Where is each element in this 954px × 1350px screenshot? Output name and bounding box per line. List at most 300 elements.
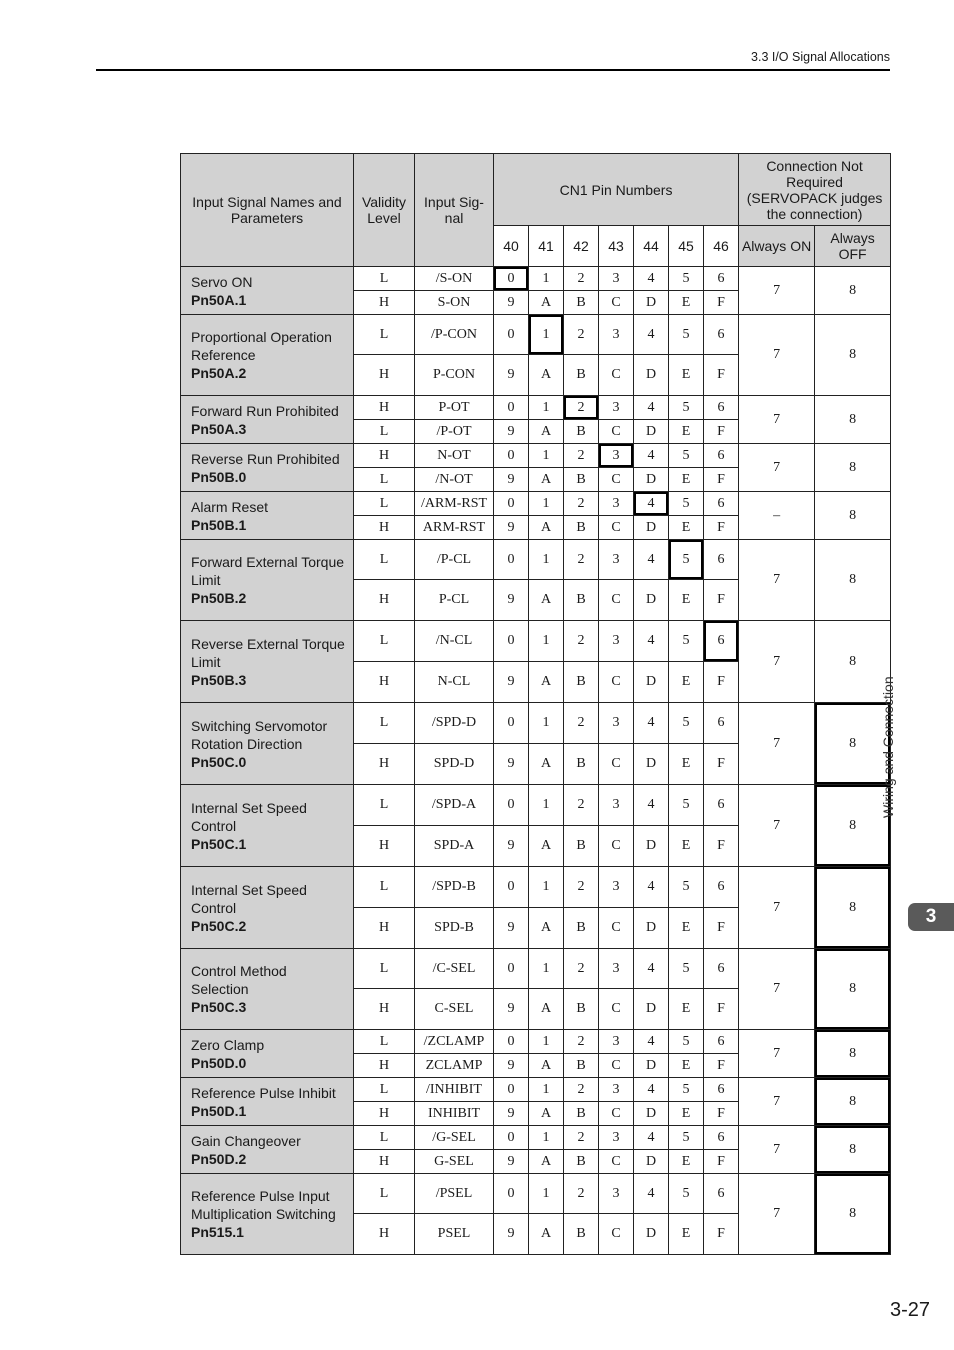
pin-value: E [669,744,704,785]
pin-value: D [634,516,669,540]
pin-value: 5 [669,1126,704,1150]
input-signal: ZCLAMP [415,1054,494,1078]
table-row [181,1078,891,1102]
table-row [181,315,891,355]
pin-value: 0 [494,540,529,580]
parameter-number: Pn50C.2 [191,917,247,934]
col-header-signal-names: Input Signal Names and Parameters [181,154,354,267]
validity-level: L [354,267,415,291]
pin-value: 6 [704,949,739,989]
pin-value: 9 [494,826,529,867]
input-signal: SPD-B [415,908,494,949]
parameter-number: Pn50C.1 [191,835,247,852]
pin-value: 3 [599,703,634,744]
pin-value: 4 [634,492,669,516]
validity-level: H [354,516,415,540]
pin-value: B [564,291,599,315]
always-off-value: 8 [815,267,891,315]
pin-value: 1 [529,949,564,989]
validity-level: L [354,1126,415,1150]
pin-value: E [669,1214,704,1255]
input-signal: C-SEL [415,989,494,1030]
pin-value: A [529,1102,564,1126]
section-header: 3.3 I/O Signal Allocations [751,50,890,64]
input-signal: /P-OT [415,420,494,444]
pin-value: C [599,1150,634,1174]
always-on-value: 7 [739,396,815,444]
signal-name-cell [181,492,354,540]
signal-name-cell [181,444,354,492]
pin-value: 5 [669,444,704,468]
pin-value: 5 [669,621,704,662]
io-signal-table [180,153,891,1255]
pin-value: 1 [529,540,564,580]
always-off-value: 8 [815,1126,891,1174]
always-on-value: – [739,492,815,540]
pin-value: 4 [634,1126,669,1150]
always-on-value: 7 [739,867,815,949]
always-on-value: 7 [739,1126,815,1174]
pin-value: 0 [494,1126,529,1150]
pin-value: 1 [529,267,564,291]
pin-value: 0 [494,949,529,989]
pin-value: F [704,420,739,444]
page-number: 3-27 [889,1299,930,1321]
input-signal: /PSEL [415,1174,494,1214]
input-signal: /C-SEL [415,949,494,989]
pin-value: D [634,1150,669,1174]
pin-value: 5 [669,315,704,355]
table-row [181,1030,891,1054]
pin-value: B [564,744,599,785]
pin-value: A [529,1150,564,1174]
validity-level: H [354,396,415,420]
pin-value: 4 [634,949,669,989]
pin-value: E [669,1102,704,1126]
pin-value: 1 [529,1030,564,1054]
pin-value: 2 [564,492,599,516]
input-signal: N-CL [415,662,494,703]
pin-value: C [599,580,634,621]
pin-value: 2 [564,396,599,420]
pin-value: B [564,468,599,492]
col-header-cn1: CN1 Pin Numbers [494,154,739,226]
pin-value: F [704,355,739,396]
pin-value: 9 [494,1054,529,1078]
pin-value: 4 [634,444,669,468]
pin-value: 4 [634,785,669,826]
pin-value: 2 [564,315,599,355]
pin-value: 6 [704,315,739,355]
input-signal: /SPD-B [415,867,494,908]
parameter-number: Pn50B.0 [191,468,247,485]
pin-value: 6 [704,703,739,744]
pin-value: 6 [704,492,739,516]
input-signal: /SPD-A [415,785,494,826]
pin-value: 5 [669,1030,704,1054]
pin-value: F [704,989,739,1030]
pin-value: 2 [564,540,599,580]
parameter-number: Pn50B.1 [191,516,247,533]
pin-value: E [669,1150,704,1174]
pin-value: 0 [494,1078,529,1102]
pin-value: D [634,908,669,949]
pin-value: 3 [599,949,634,989]
always-off-value: 8 [815,1174,891,1255]
pin-value: 5 [669,785,704,826]
pin-value: 1 [529,444,564,468]
pin-value: 3 [599,444,634,468]
pin-value: 2 [564,267,599,291]
pin-value: 3 [599,621,634,662]
always-off-value: 8 [815,949,891,1030]
always-off-value: 8 [815,621,891,703]
signal-name-cell [181,621,354,703]
col-header-validity: Validity Level [354,154,415,267]
pin-value: 2 [564,1126,599,1150]
pin-value: 9 [494,1102,529,1126]
parameter-number: Pn50B.2 [191,590,247,606]
pin-value: 0 [494,396,529,420]
table-row [181,492,891,516]
parameter-number: Pn50C.0 [191,753,247,770]
validity-level: L [354,1174,415,1214]
signal-name: Proportional Operation Reference [191,329,332,363]
validity-level: L [354,1030,415,1054]
pin-value: 1 [529,396,564,420]
pin-value: C [599,516,634,540]
col-header-input-signal: Input Sig-nal [415,154,494,267]
pin-value: C [599,1214,634,1255]
pin-value: B [564,1150,599,1174]
pin-value: C [599,468,634,492]
table-row [181,949,891,989]
signal-name-cell [181,949,354,1030]
pin-value: 4 [634,1078,669,1102]
always-off-value: 8 [815,703,891,785]
always-on-value: 7 [739,540,815,621]
pin-value: 3 [599,492,634,516]
pin-value: 1 [529,621,564,662]
pin-value: 0 [494,621,529,662]
pin-value: B [564,580,599,621]
pin-value: D [634,420,669,444]
always-on-value: 7 [739,1174,815,1255]
pin-value: 6 [704,540,739,580]
pin-value: A [529,468,564,492]
input-signal: P-CL [415,580,494,621]
pin-header: 43 [599,226,634,267]
validity-level: H [354,826,415,867]
pin-value: F [704,1150,739,1174]
pin-value: D [634,744,669,785]
pin-value: D [634,826,669,867]
pin-value: B [564,355,599,396]
pin-value: E [669,989,704,1030]
always-on-value: 7 [739,949,815,1030]
input-signal: /ZCLAMP [415,1030,494,1054]
pin-value: 9 [494,1150,529,1174]
validity-level: L [354,1078,415,1102]
signal-name: Gain Changeover [191,1132,301,1149]
pin-value: 3 [599,1126,634,1150]
signal-name: Control Method Selection [191,963,287,997]
table-row [181,785,891,826]
pin-value: 4 [634,315,669,355]
pin-value: A [529,420,564,444]
pin-value: 6 [704,785,739,826]
signal-name: Reverse Run Prohibited [191,450,340,467]
input-signal: N-OT [415,444,494,468]
signal-name-cell [181,1078,354,1126]
pin-value: E [669,468,704,492]
always-on-value: 7 [739,703,815,785]
pin-value: A [529,989,564,1030]
pin-value: 6 [704,1126,739,1150]
pin-value: 5 [669,1174,704,1214]
signal-name: Internal Set Speed Control [191,799,307,834]
col-header-conn-not-required: Connection Not Required (SERVOPACK judges the connection) [739,154,891,226]
pin-value: E [669,826,704,867]
pin-value: D [634,355,669,396]
validity-level: H [354,1102,415,1126]
validity-level: H [354,908,415,949]
pin-value: E [669,908,704,949]
pin-value: 9 [494,420,529,444]
pin-value: E [669,355,704,396]
pin-value: C [599,1102,634,1126]
validity-level: H [354,444,415,468]
pin-value: 5 [669,949,704,989]
input-signal: PSEL [415,1214,494,1255]
parameter-number: Pn515.1 [191,1224,244,1240]
pin-value: E [669,516,704,540]
pin-value: 4 [634,1174,669,1214]
pin-value: 9 [494,355,529,396]
validity-level: L [354,468,415,492]
pin-value: A [529,516,564,540]
pin-value: D [634,662,669,703]
pin-value: 9 [494,291,529,315]
pin-value: E [669,291,704,315]
pin-value: 6 [704,396,739,420]
header-rule [96,69,890,71]
pin-value: 6 [704,1030,739,1054]
pin-header: 42 [564,226,599,267]
pin-value: 5 [669,540,704,580]
pin-value: C [599,826,634,867]
pin-value: 0 [494,267,529,291]
pin-value: 6 [704,444,739,468]
pin-value: 0 [494,785,529,826]
table-row [181,396,891,420]
table-row [181,621,891,662]
pin-value: 3 [599,785,634,826]
pin-value: 2 [564,867,599,908]
always-off-value: 8 [815,785,891,867]
validity-level: L [354,785,415,826]
pin-value: 1 [529,1174,564,1214]
pin-value: 1 [529,1126,564,1150]
always-off-value: 8 [815,1078,891,1126]
pin-value: 3 [599,540,634,580]
pin-value: 9 [494,468,529,492]
pin-value: 5 [669,867,704,908]
pin-value: F [704,516,739,540]
input-signal: P-CON [415,355,494,396]
pin-value: 6 [704,267,739,291]
pin-value: 0 [494,492,529,516]
pin-value: 5 [669,492,704,516]
pin-header: 40 [494,226,529,267]
pin-value: F [704,1214,739,1255]
pin-value: E [669,1054,704,1078]
table-row [181,1174,891,1214]
validity-level: L [354,420,415,444]
pin-value: 0 [494,867,529,908]
pin-value: 4 [634,867,669,908]
always-on-value: 7 [739,621,815,703]
pin-value: C [599,291,634,315]
pin-value: F [704,744,739,785]
pin-value: C [599,989,634,1030]
parameter-number: Pn50A.1 [191,291,247,308]
pin-value: 4 [634,267,669,291]
pin-value: B [564,516,599,540]
validity-level: H [354,1214,415,1255]
signal-name-cell [181,540,354,621]
pin-value: B [564,1054,599,1078]
input-signal: /ARM-RST [415,492,494,516]
validity-level: L [354,315,415,355]
signal-name-cell [181,315,354,396]
validity-level: L [354,703,415,744]
pin-value: F [704,1054,739,1078]
pin-header: 44 [634,226,669,267]
always-off-value: 8 [815,1030,891,1078]
always-off-value: 8 [815,867,891,949]
validity-level: H [354,1150,415,1174]
pin-header: 45 [669,226,704,267]
table-row [181,444,891,468]
signal-name: Switching Servomotor Rotation Direction [191,717,328,752]
pin-value: B [564,1214,599,1255]
signal-name-cell [181,703,354,785]
pin-value: 3 [599,867,634,908]
pin-value: A [529,662,564,703]
signal-name-cell [181,267,354,315]
pin-value: A [529,908,564,949]
parameter-number: Pn50D.2 [191,1150,247,1167]
signal-name: Internal Set Speed Control [191,881,307,916]
validity-level: H [354,580,415,621]
pin-value: A [529,1054,564,1078]
pin-value: B [564,420,599,444]
pin-value: 4 [634,621,669,662]
pin-value: B [564,826,599,867]
pin-value: E [669,662,704,703]
always-off-value: 8 [815,540,891,621]
signal-name: Alarm Reset [191,498,269,515]
signal-name: Forward Run Prohibited [191,402,339,419]
signal-name-cell [181,396,354,444]
signal-name-cell [181,1174,354,1255]
parameter-number: Pn50D.0 [191,1054,247,1071]
pin-value: B [564,1102,599,1126]
pin-value: B [564,989,599,1030]
validity-level: H [354,662,415,703]
signal-name: Reference Pulse Inhibit [191,1084,336,1101]
pin-value: 3 [599,1078,634,1102]
pin-value: F [704,1102,739,1126]
input-signal: /N-OT [415,468,494,492]
parameter-number: Pn50A.2 [191,365,247,381]
validity-level: L [354,867,415,908]
always-off-value: 8 [815,492,891,540]
pin-value: A [529,826,564,867]
pin-value: 0 [494,444,529,468]
pin-value: 1 [529,785,564,826]
pin-value: 9 [494,744,529,785]
validity-level: H [354,355,415,396]
pin-value: 2 [564,1078,599,1102]
table-row [181,540,891,580]
pin-value: A [529,1214,564,1255]
signal-name-cell [181,785,354,867]
pin-value: 5 [669,703,704,744]
pin-value: 9 [494,908,529,949]
always-on-value: 7 [739,1078,815,1126]
always-off-value: 8 [815,315,891,396]
input-signal: SPD-A [415,826,494,867]
input-signal: S-ON [415,291,494,315]
col-header-always-on: Always ON [739,226,815,267]
pin-value: 0 [494,1174,529,1214]
pin-value: F [704,662,739,703]
pin-value: 6 [704,1078,739,1102]
pin-value: C [599,662,634,703]
pin-value: A [529,744,564,785]
pin-value: 0 [494,1030,529,1054]
signal-name-cell [181,1030,354,1078]
input-signal: /INHIBIT [415,1078,494,1102]
table-row [181,1126,891,1150]
pin-value: F [704,291,739,315]
pin-value: 2 [564,621,599,662]
input-signal: /N-CL [415,621,494,662]
input-signal: INHIBIT [415,1102,494,1126]
pin-value: 4 [634,1030,669,1054]
pin-value: F [704,468,739,492]
parameter-number: Pn50C.3 [191,999,247,1015]
pin-value: 6 [704,867,739,908]
signal-name: Forward External Torque Limit [191,554,345,588]
pin-header: 41 [529,226,564,267]
pin-value: 3 [599,1174,634,1214]
always-on-value: 7 [739,785,815,867]
chapter-title: Wiring and Connection [880,676,896,818]
signal-name-cell [181,1126,354,1174]
table-row [181,867,891,908]
table-row [181,703,891,744]
pin-value: 6 [704,621,739,662]
pin-value: 0 [494,703,529,744]
always-off-value: 8 [815,396,891,444]
pin-value: C [599,1054,634,1078]
pin-value: F [704,580,739,621]
validity-level: H [354,744,415,785]
col-header-always-off: Always OFF [815,226,891,267]
